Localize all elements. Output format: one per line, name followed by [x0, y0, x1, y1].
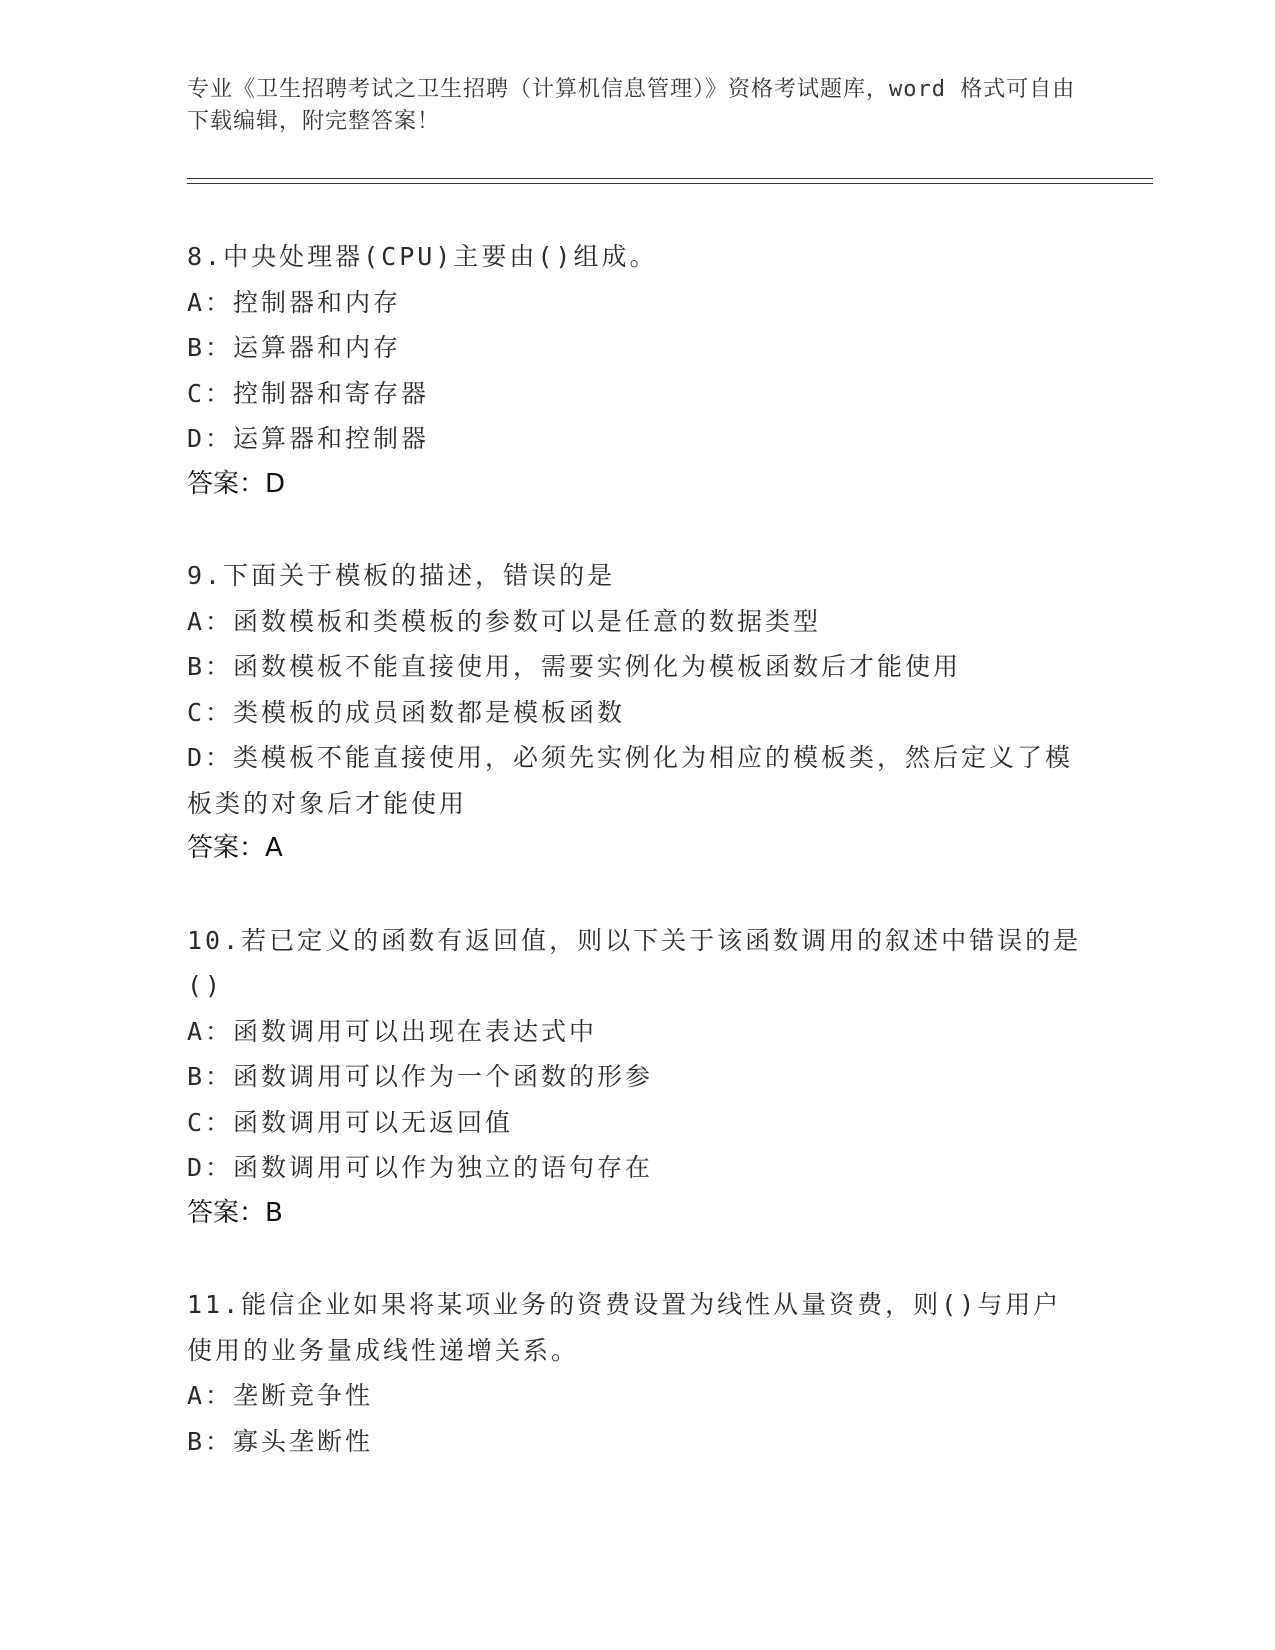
option-a: A：函数调用可以出现在表达式中 — [187, 1016, 598, 1046]
option-b: B：函数模板不能直接使用，需要实例化为模板函数后才能使用 — [187, 652, 962, 681]
answer: 答案：A — [187, 833, 283, 863]
option-b: B：运算器和内存 — [187, 333, 402, 362]
header-divider — [187, 178, 1153, 184]
option-c: C：类模板的成员函数都是模板函数 — [187, 697, 626, 727]
question-stem: 10.若已定义的函数有返回值，则以下关于该函数调用的叙述中错误的是() — [187, 925, 1082, 1000]
question-9 — [187, 553, 1087, 872]
answer: 答案：D — [187, 468, 286, 499]
question-11 — [187, 1282, 1087, 1464]
question-stem: 9.下面关于模板的描述，错误的是 — [187, 561, 616, 590]
option-c: C：控制器和寄存器 — [187, 378, 430, 408]
option-a: A：控制器和内存 — [187, 287, 402, 317]
question-8 — [187, 234, 1087, 507]
option-d: D：运算器和控制器 — [187, 424, 430, 453]
option-a: A：垄断竞争性 — [187, 1381, 374, 1410]
answer: 答案：B — [187, 1197, 283, 1228]
question-10 — [187, 918, 1087, 1237]
option-b: B：函数调用可以作为一个函数的形参 — [187, 1062, 654, 1091]
option-b: B：寡头垄断性 — [187, 1426, 374, 1456]
option-d: D：函数调用可以作为独立的语句存在 — [187, 1153, 654, 1182]
option-a: A：函数模板和类模板的参数可以是任意的数据类型 — [187, 606, 822, 636]
question-stem: 11.能信企业如果将某项业务的资费设置为线性从量资费，则()与用户使用的业务量成线性递增关系。 — [187, 1290, 1062, 1365]
question-list — [187, 234, 1087, 1510]
option-d: D：类模板不能直接使用，必须先实例化为相应的模板类，然后定义了模板类的对象后才能使用 — [187, 743, 1074, 818]
header-text: 专业《卫生招聘考试之卫生招聘（计算机信息管理）》资格考试题库，word 格式可自由下载编辑，附完整答案！ — [187, 77, 1076, 134]
question-stem: 8.中央处理器(CPU)主要由()组成。 — [187, 242, 658, 271]
option-c: C：函数调用可以无返回值 — [187, 1107, 514, 1137]
